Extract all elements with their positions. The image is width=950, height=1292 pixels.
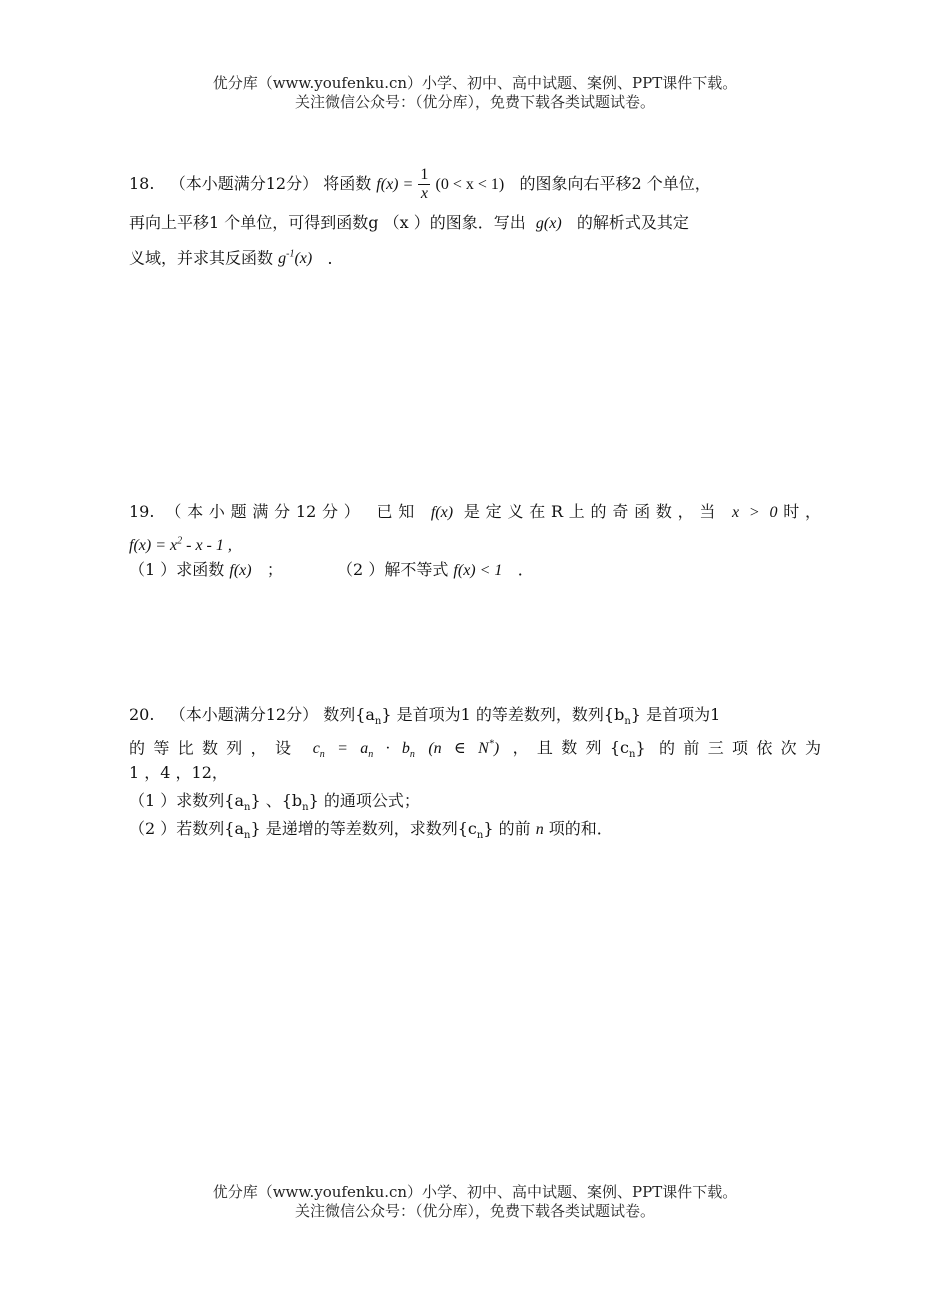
q20-part-2-c: } 的前 <box>483 819 531 838</box>
q20-part-1-sub-2: n <box>302 802 309 814</box>
q19-expr-sup: 2 <box>177 536 183 547</box>
q20-part-2 <box>129 818 821 847</box>
q20-part-2-sub-1: n <box>244 830 251 842</box>
q18-text-3: 再向上平移1 个单位，可得到函数g （x ）的图象．写出 <box>129 213 526 232</box>
header-line-1: 优分库（www.youfenku.cn）小学、初中、高中试题、案例、PPT课件下载。 <box>212 74 738 92</box>
q20-seq-b-sub: n <box>624 716 631 728</box>
q18-score: （本小题满分12分） <box>169 174 319 193</box>
q20-c-sub: n <box>319 749 325 761</box>
q19-fx: f(x) <box>430 504 454 521</box>
q19-expression <box>129 537 232 554</box>
q18-ginv <box>278 250 312 267</box>
q19-expr-lhs: f(x) = x <box>129 537 178 555</box>
q19-part-1-fx: f(x) <box>229 562 252 579</box>
q20-part-1-a: （1 ）求数列{a <box>129 791 244 810</box>
q18-text-5: 义域，并求其反函数 <box>129 248 274 268</box>
q19-expr-rhs: - x - 1 , <box>182 537 232 555</box>
q18-text-1: 将函数 <box>323 174 372 193</box>
q20-part-2-sub-2: n <box>476 830 484 842</box>
q20-b-sub: n <box>409 749 415 761</box>
q19-line-3 <box>129 559 821 582</box>
q20-n-close: ) <box>493 740 500 758</box>
q18-text-6: ． <box>327 248 344 268</box>
q20-part-2-b: } 是递增的等差数列，求数列{c <box>250 819 477 838</box>
q20-part-1 <box>129 790 821 819</box>
q18-line-2 <box>129 212 821 235</box>
q19-text-2: 是定义在R上的奇函数，当 <box>463 502 722 521</box>
q19-line-1 <box>129 501 821 524</box>
q19-part-1: （1 ）求函数 <box>129 560 225 579</box>
footer-line-2: 关注微信公众号：（优分库），免费下载各类试题试卷。 <box>294 1202 655 1220</box>
q20-c-eq: = a <box>324 740 369 758</box>
q18-fraction-numerator: 1 <box>420 166 429 183</box>
q19-text-3: 时， <box>777 502 821 521</box>
q18-text-2: 的图象向右平移2 个单位， <box>519 174 711 193</box>
q20-n-cond: (n ∈ N <box>428 740 489 758</box>
q20-line-2-c: } 的前三项依次为 <box>635 738 821 758</box>
q20-line-1 <box>129 704 821 733</box>
q19-score: （本小题满分12分） <box>165 502 366 521</box>
q20-line-2-b <box>512 738 636 761</box>
q20-c: c <box>312 740 320 758</box>
q18-ginv-base: g <box>278 250 287 268</box>
q20-line-3 <box>129 762 821 784</box>
q20-c-definition <box>312 740 415 761</box>
header-line-2: 关注微信公众号：（优分库），免费下载各类试题试卷。 <box>294 93 655 111</box>
q18-ginv-arg: (x) <box>294 250 313 268</box>
q18-fx: f(x) = <box>376 176 414 193</box>
q20-seq-b: } 是首项为1 的等差数列，数列{b <box>381 705 625 724</box>
q20-seq-c: ，且数列{c <box>512 738 630 758</box>
q20-n-condition <box>428 740 499 757</box>
footer-line-1: 优分库（www.youfenku.cn）小学、初中、高中试题、案例、PPT课件下载。 <box>212 1183 738 1201</box>
q20-seq-a-sub: n <box>374 716 382 728</box>
q19-text-1: 已知 <box>376 502 420 521</box>
q20-number: 20. <box>129 705 155 724</box>
q20-a-sub: n <box>368 749 374 761</box>
q20-part-2-d: 项的和． <box>543 819 613 838</box>
header-banner <box>0 74 950 112</box>
q20-first-terms: 1 ，4 ，12， <box>129 763 228 782</box>
q18-fraction <box>418 166 430 203</box>
q19-part-2-inequality: f(x) < 1 <box>453 562 503 579</box>
q18-fraction-denominator: x <box>420 185 428 202</box>
q18-ginv-sup: -1 <box>286 249 295 260</box>
q19-part-1-end: ； <box>266 560 283 579</box>
q20-part-1-sub-1: n <box>244 802 251 814</box>
q19-part-2-end: ． <box>517 560 534 579</box>
q20-part-1-c: } 的通项公式； <box>308 791 420 810</box>
q18-line-3 <box>129 244 821 270</box>
q18-number: 18. <box>129 174 155 193</box>
q20-score: （本小题满分12分） <box>169 705 319 724</box>
q20-n-sup: * <box>488 739 494 750</box>
q20-text-1 <box>323 705 382 728</box>
q19-condition: x > 0 <box>732 504 778 521</box>
q18-domain: (0 < x < 1) <box>435 176 505 193</box>
q20-part-2-a: （2 ）若数列{a <box>129 819 244 838</box>
q18-text-4: 的解析式及其定 <box>576 213 689 232</box>
q20-seq-a: 数列{a <box>323 705 375 724</box>
q19-part-2: （2 ）解不等式 <box>337 560 449 579</box>
q20-text-2 <box>381 705 631 728</box>
q19-number: 19. <box>129 502 155 521</box>
q20-part-1-b: } 、{b <box>250 791 303 810</box>
q20-text-3: } 是首项为1 <box>630 705 721 724</box>
q20-line-2-a: 的等比数列，设 <box>129 738 300 758</box>
q20-dot-b: · b <box>373 740 410 758</box>
q18-line-1 <box>129 166 821 203</box>
q20-seq-c-sub: n <box>629 749 636 761</box>
q19-line-2 <box>129 531 821 557</box>
footer-banner <box>0 1183 950 1221</box>
q20-part-2-n: n <box>535 821 544 838</box>
q18-gx: g(x) <box>535 215 562 232</box>
